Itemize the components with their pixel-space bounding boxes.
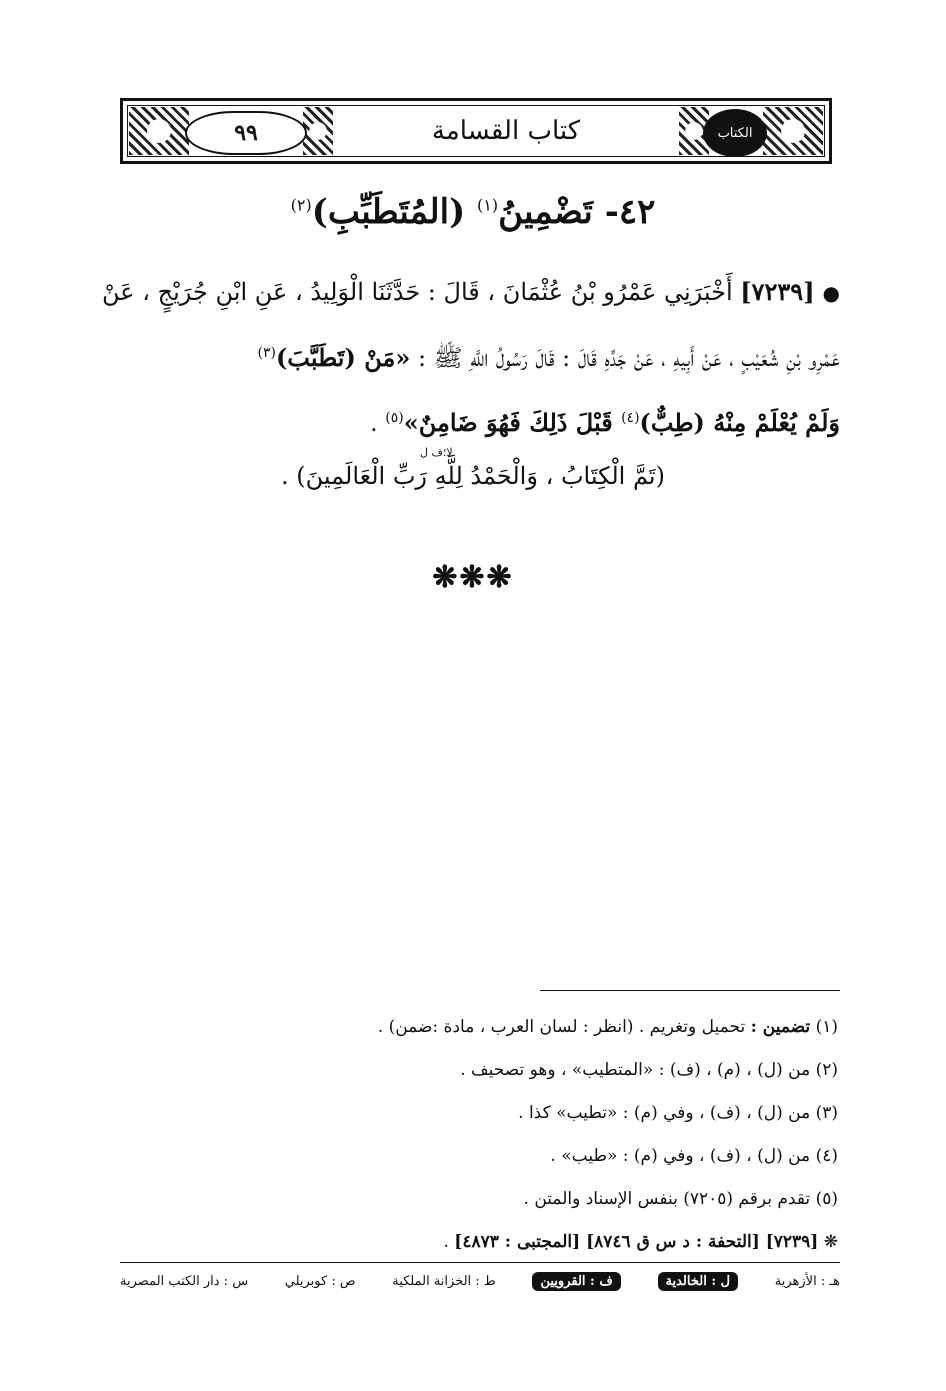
manuscript-sources [120, 1266, 840, 1296]
sources-divider [120, 1262, 840, 1263]
hadith-line-2 [110, 323, 840, 388]
footnote-term: تضمين : [750, 1017, 811, 1037]
section-separator: ❋❋❋ [432, 560, 514, 595]
footnote-number: (٥) [810, 1189, 838, 1209]
footnote-ref-3[interactable]: (٣) [257, 345, 276, 361]
source-item: ص : كوبريلي [284, 1273, 356, 1289]
footnote-divider [540, 990, 840, 991]
footnote-number: (٤) [810, 1146, 838, 1166]
chapter-word2: (المُتَطَبِّبِ) [311, 192, 478, 232]
chapter-number: ٤٢- [592, 192, 656, 232]
footnote-number: (٢) [810, 1060, 838, 1080]
hadith-line-3 [110, 388, 840, 453]
hadith-line1-text: أَخْبَرَنِي عَمْرُو بْنُ عُثْمَانَ ، قَالَ : حَدَّثَنَا الْوَلِيدُ ، عَنِ ابْنِ جُرَيْجٍ ، عَنْ [102, 278, 741, 306]
hadith-number: [٧٢٣٩] [740, 277, 815, 306]
source-item: س : دار الكتب المصرية [120, 1273, 249, 1289]
hadith-line-1 [102, 262, 840, 323]
footnote-item [118, 1049, 838, 1092]
page-header [120, 98, 832, 164]
hadith-line2-text: عَمْرِو بْنِ شُعَيْبٍ ، عَنْ أَبِيهِ ، عَنْ جَدِّهِ قَالَ : قَالَ رَسُولُ اللَّهِ ﷺ : [410, 344, 840, 372]
footnotes [118, 1006, 838, 1264]
footnote-item [118, 1135, 838, 1178]
footnote-ref-5[interactable]: (٥) [385, 410, 404, 426]
chapter-word1: تَضْمِينُ [498, 192, 593, 232]
footnote-item [118, 1092, 838, 1135]
source-item-boxed: ف : القرويين [532, 1272, 620, 1291]
footnote-text: تحميل وتغريم . (انظر : لسان العرب ، مادة :ضمن) . [377, 1017, 751, 1037]
footnote-item [118, 1178, 838, 1221]
hadith-line3-bold1: وَلَمْ يُعْلَمْ مِنْهُ (طِبٌّ) [639, 408, 840, 437]
footnote-ref-2[interactable]: (٢) [290, 195, 312, 215]
footnote-ref-1[interactable]: (١) [477, 195, 499, 215]
footnote-text: من (ل) ، (ف) ، وفي (م) : «تطيب» كذا . [518, 1103, 811, 1123]
chapter-title [0, 192, 946, 232]
hadith-line3-bold2: قَبْلَ ذَلِكَ فَهُوَ ضَامِنٌ» [403, 408, 622, 437]
footnote-ref-4[interactable]: (٤) [621, 410, 640, 426]
hadith-line3-end: . [370, 409, 386, 437]
footnote-number: (٣) [810, 1103, 838, 1123]
closing-line: (تَمَّ الْكِتَابُ ، وَالْحَمْدُ لِلَّهِ رَبِّ الْعَالَمِينَ) . [281, 462, 665, 490]
footnote-star-icon: ❋ [818, 1232, 838, 1252]
footnote-text: من (ل) ، (م) ، (ف) : «المتطيب» ، وهو تصحيف . [460, 1060, 811, 1080]
footnote-references: [٧٢٣٩] [التحفة : د س ق ٨٧٤٦] [المجتبى : ٤٨٧٣] [454, 1232, 819, 1252]
source-item-boxed: ل : الخالدية [658, 1272, 739, 1291]
publisher-logo: الكتاب [703, 109, 767, 157]
footnote-item [118, 1221, 838, 1264]
footnote-number: (١) [810, 1017, 838, 1037]
footnote-item [118, 1006, 838, 1049]
footnote-text: تقدم برقم (٧٢٠٥) بنفس الإسناد والمتن . [523, 1189, 811, 1209]
bullet-icon: ● [822, 281, 840, 305]
source-item: هـ : الأزهرية [774, 1273, 840, 1289]
book-title: كتاب القسامة [431, 116, 581, 146]
ornament-right [763, 107, 823, 155]
ornament-left [129, 107, 189, 155]
footnote-text: من (ل) ، (ف) ، وفي (م) : «طيب» . [550, 1146, 811, 1166]
footnote-text: . [443, 1232, 455, 1252]
source-item: ط : الخزانة الملكية [392, 1273, 496, 1289]
hadith-line2-bold: «مَنْ (تَطَبَّبَ) [275, 343, 411, 372]
ornament-left-inner [303, 107, 333, 155]
manuscript-mark: لا؛ف ل [420, 446, 453, 459]
hadith-text [102, 262, 840, 453]
page-number: ٩٩ [185, 111, 307, 155]
